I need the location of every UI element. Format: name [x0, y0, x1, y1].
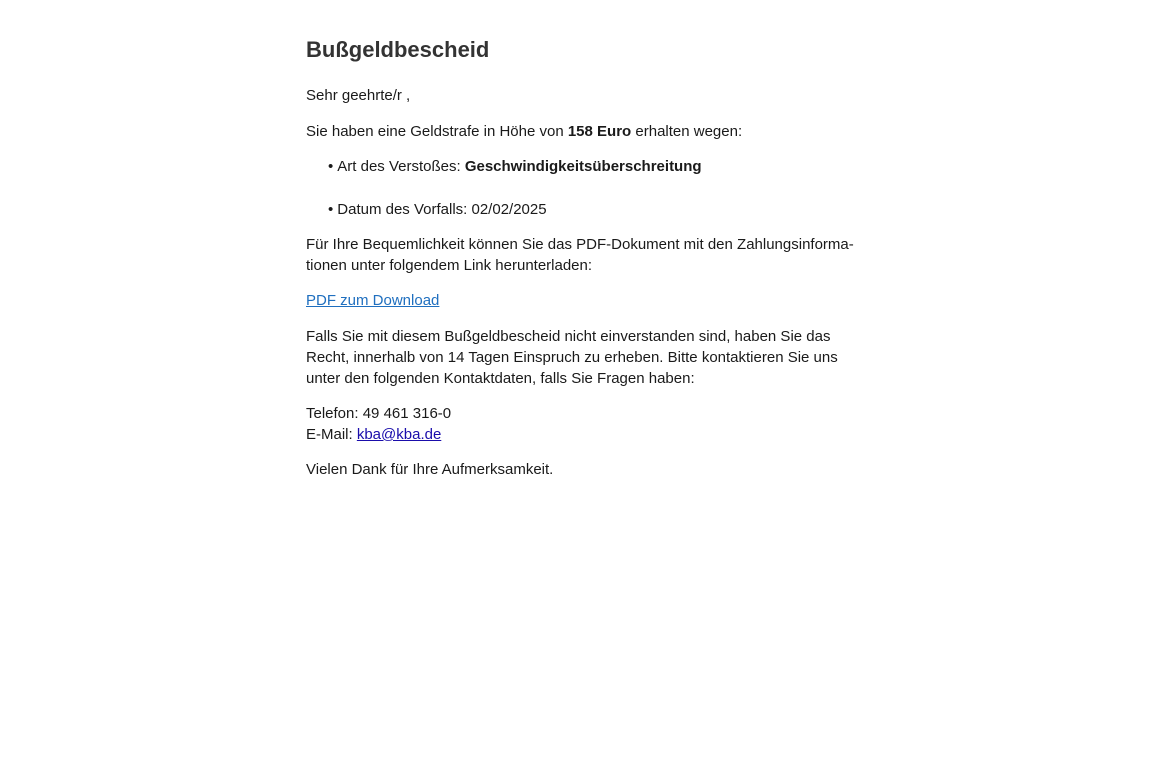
objection-notice: Falls Sie mit diesem Bußgeldbescheid nicht einverstanden sind, haben Sie das Recht, innerhalb von 14 Tagen Einspruch zu erheben. Bitte kontaktieren Sie uns unter den folgenden Kontaktdaten, falls Sie Fragen haben: — [306, 328, 838, 387]
pdf-link-paragraph — [306, 290, 872, 311]
incident-date-value: 02/02/2025 — [471, 201, 547, 218]
email-link[interactable]: kba@kba.de — [356, 426, 442, 443]
salutation: Sehr geehrte/r , — [306, 87, 411, 104]
pdf-download-link[interactable]: PDF zum Download — [306, 292, 440, 309]
contact-info — [306, 403, 872, 445]
fine-amount: 158 Euro — [567, 123, 632, 140]
phone-number: 49 461 316-0 — [362, 405, 452, 422]
email-label: E-Mail: — [306, 426, 357, 443]
closing-thanks: Vielen Dank für Ihre Aufmerksamkeit. — [306, 461, 554, 478]
intro-after-text: erhalten wegen: — [631, 123, 743, 140]
list-item-violation-type — [328, 156, 872, 177]
violation-type-value: Geschwindigkeitsüberschreitung — [464, 158, 702, 175]
bullet-icon: • — [328, 201, 334, 218]
phone-label: Telefon: — [306, 405, 363, 422]
intro-before-text: Sie haben eine Geldstrafe in Höhe von — [306, 123, 568, 140]
list-item-incident-date — [328, 199, 872, 220]
page-title: Bußgeldbescheid — [306, 37, 490, 62]
bullet-icon: • — [328, 158, 334, 175]
violation-details-list — [306, 156, 872, 220]
fine-intro — [306, 121, 872, 142]
letter-body — [306, 30, 872, 480]
incident-date-label: Datum des Vorfalls: — [337, 201, 472, 218]
pdf-instructions: Für Ihre Bequemlichkeit können Sie das PDF-Dokument mit den Zahlungsinforma-tionen unter folgendem Link herunterladen: — [306, 236, 854, 274]
violation-type-label: Art des Verstoßes: — [337, 158, 465, 175]
